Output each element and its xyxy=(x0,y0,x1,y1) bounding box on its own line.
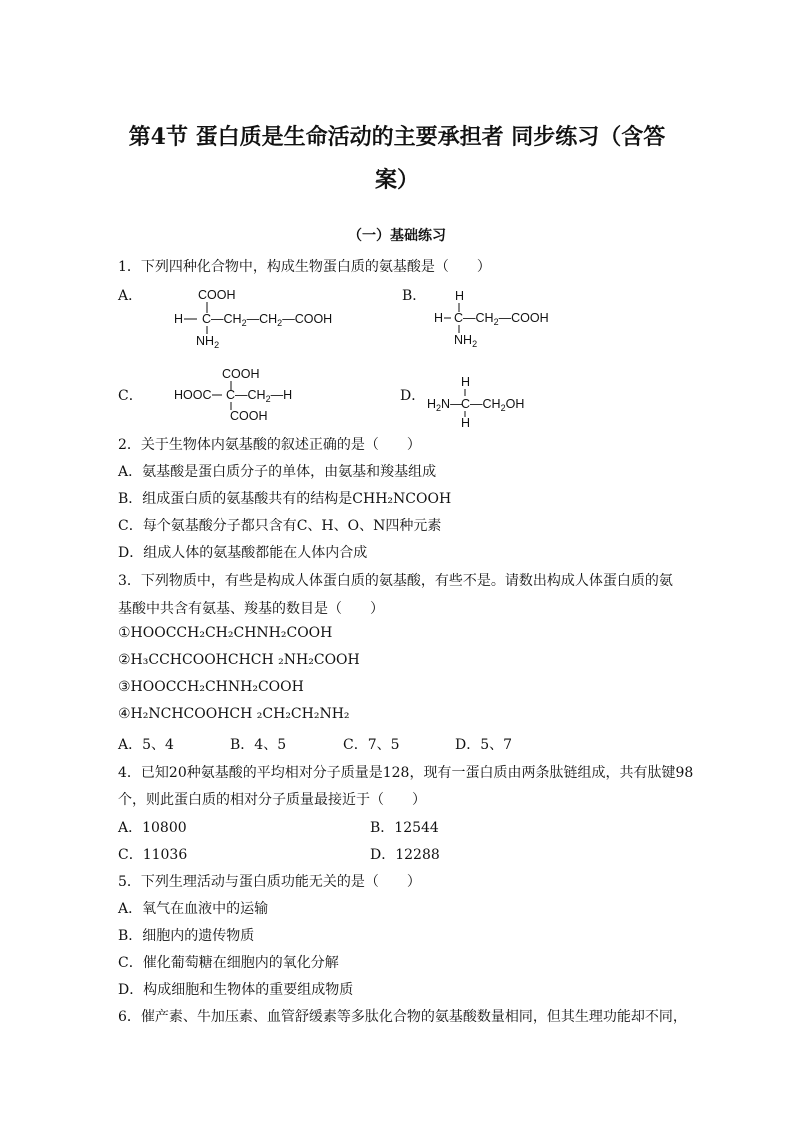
q3-item-3: ③HOOCCH₂CHNH₂COOH xyxy=(118,679,304,695)
d-amine-group: $H_2N—$ xyxy=(427,397,463,413)
q5-option-a: A．氧气在血液中的运输 xyxy=(118,901,269,917)
c-bottom-group: COOH xyxy=(230,409,268,423)
q1-option-b-label: B． xyxy=(402,288,427,304)
q1-option-a-label: A． xyxy=(118,288,143,304)
b-top-atom: H xyxy=(455,289,465,303)
q5-stem: 5．下列生理活动与蛋白质功能无关的是（ ） xyxy=(118,874,421,890)
q2-option-c: C．每个氨基酸分子都只含有C、H、O、N四种元素 xyxy=(118,518,442,534)
q1-stem: 1．下列四种化合物中，构成生物蛋白质的氨基酸是（ ） xyxy=(118,259,491,275)
b-bottom-group: $NH_2$ xyxy=(454,333,478,349)
q4-option-c: C．11036 xyxy=(118,847,188,863)
q3-stem-line-1: 3．下列物质中，有些是构成人体蛋白质的氨基酸，有些不是。请数出构成人体蛋白质的氨 xyxy=(118,573,673,589)
q1-option-d-structure xyxy=(425,374,575,430)
q4-stem-line-2: 个，则此蛋白质的相对分子质量最接近于（ ） xyxy=(118,792,426,808)
a-top-group: COOH xyxy=(198,288,236,302)
d-top-atom: H xyxy=(461,375,471,389)
q1-option-c-label: C． xyxy=(118,388,143,404)
c-chain: $C—CH_2—H$ xyxy=(226,388,293,404)
q5-option-b: B．细胞内的遗传物质 xyxy=(118,928,255,944)
c-left-group: HOOC xyxy=(174,388,212,402)
q3-option-b: B．4、5 xyxy=(230,737,287,753)
q2-option-d: D．组成人体的氨基酸都能在人体内合成 xyxy=(118,545,368,561)
d-chain: $C—CH_2OH$ xyxy=(461,397,525,413)
b-chain: $C—CH_2—COOH$ xyxy=(454,311,549,327)
q1-option-d-label: D． xyxy=(400,388,426,404)
d-bottom-atom: H xyxy=(461,416,471,430)
q3-option-d: D．5、7 xyxy=(455,737,513,753)
q5-option-d: D．构成细胞和生物体的重要组成物质 xyxy=(118,982,354,998)
q3-option-c: C．7、5 xyxy=(343,737,400,753)
q2-option-a: A．氨基酸是蛋白质分子的单体，由氨基和羧基组成 xyxy=(118,464,437,480)
a-bottom-group: $NH_2$ xyxy=(196,334,220,350)
page-title-line-1: 第4节 蛋白质是生命活动的主要承担者 同步练习（含答 xyxy=(128,124,666,150)
page-title-line-2: 案） xyxy=(374,167,419,193)
q2-stem: 2．关于生物体内氨基酸的叙述正确的是（ ） xyxy=(118,437,421,453)
q3-item-1: ①HOOCCH₂CH₂CHNH₂COOH xyxy=(118,625,333,641)
q2-option-b: B．组成蛋白质的氨基酸共有的结构是CHH₂NCOOH xyxy=(118,491,452,507)
q3-stem-line-2: 基酸中共含有氨基、羧基的数目是（ ） xyxy=(118,601,384,617)
a-left-atom: H xyxy=(174,312,184,326)
q5-option-c: C．催化葡萄糖在细胞内的氧化分解 xyxy=(118,955,339,971)
q4-stem-line-1: 4．已知20种氨基酸的平均相对分子质量是128，现有一蛋白质由两条肽链组成，共有肽键98 xyxy=(118,765,694,781)
q6-stem: 6．催产素、牛加压素、血管舒缓素等多肽化合物的氨基酸数量相同，但其生理功能却不同， xyxy=(118,1009,687,1025)
q3-option-a: A．5、4 xyxy=(118,737,174,753)
q4-option-a: A．10800 xyxy=(118,820,187,836)
b-left-atom: H xyxy=(434,311,444,325)
q3-item-4: ④H₂NCHCOOHCH ₂CH₂CH₂NH₂ xyxy=(118,706,350,722)
q1-option-b-structure xyxy=(430,288,600,348)
section-heading: （一）基础练习 xyxy=(348,228,446,244)
q4-option-d: D．12288 xyxy=(370,847,440,863)
q1-option-a-structure xyxy=(170,285,370,350)
q3-item-2: ②H₃CCHCOOHCHCH ₂NH₂COOH xyxy=(118,652,360,668)
a-chain: $C—CH_2—CH_2—COOH$ xyxy=(202,312,333,328)
q1-option-c-structure xyxy=(172,364,322,426)
c-top-group: COOH xyxy=(222,367,260,381)
q4-option-b: B．12544 xyxy=(370,820,439,836)
